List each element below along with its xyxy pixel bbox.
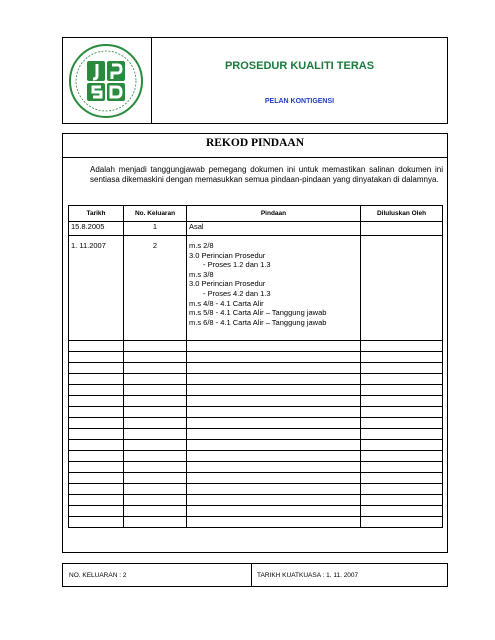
section-heading: REKOD PINDAAN — [205, 137, 305, 149]
empty-table-row — [69, 396, 443, 407]
empty-cell — [69, 385, 124, 396]
empty-cell — [69, 352, 124, 363]
empty-cell — [69, 517, 124, 528]
empty-table-row — [69, 341, 443, 352]
pindaan-line: - Proses 4.2 dan 1.3 — [203, 288, 271, 298]
empty-cell — [69, 473, 124, 484]
empty-cell — [361, 495, 443, 506]
empty-cell — [187, 484, 361, 495]
empty-cell — [124, 385, 187, 396]
empty-cell — [361, 407, 443, 418]
empty-cell — [124, 396, 187, 407]
empty-cell — [361, 385, 443, 396]
empty-cell — [361, 440, 443, 451]
cell-tarikh: 1. 11.2007 — [69, 236, 124, 341]
empty-cell — [187, 407, 361, 418]
empty-table-row — [69, 352, 443, 363]
amendment-record-section — [62, 133, 448, 553]
cell-pindaan: Asal — [187, 222, 361, 236]
cell-keluaran: 2 — [124, 236, 187, 341]
document-subtitle: PELAN KONTIGENSI — [264, 98, 335, 105]
empty-cell — [69, 462, 124, 473]
footer-effective-date: TARIKH KUATKUASA : 1. 11. 2007 — [257, 572, 359, 579]
pindaan-line: - Proses 1.2 dan 1.3 — [203, 260, 271, 270]
empty-cell — [187, 473, 361, 484]
document-title: PROSEDUR KUALITI TERAS — [224, 60, 375, 72]
empty-cell — [361, 517, 443, 528]
empty-cell — [69, 341, 124, 352]
empty-cell — [69, 484, 124, 495]
empty-cell — [361, 374, 443, 385]
empty-cell — [361, 484, 443, 495]
pindaan-line: m.s 2/8 — [189, 241, 214, 250]
empty-cell — [69, 451, 124, 462]
empty-table-row — [69, 495, 443, 506]
empty-table-row — [69, 473, 443, 484]
pindaan-line: m.s 3/8 — [189, 269, 214, 279]
empty-cell — [69, 396, 124, 407]
header-diluluskan-oleh: Diluluskan Oleh — [361, 206, 443, 222]
empty-cell — [187, 374, 361, 385]
cell-diluluskan — [361, 236, 443, 341]
empty-cell — [187, 341, 361, 352]
empty-cell — [187, 352, 361, 363]
empty-table-row — [69, 374, 443, 385]
footer-issue-number: NO. KELUARAN : 2 — [69, 572, 127, 579]
empty-cell — [124, 462, 187, 473]
empty-cell — [187, 418, 361, 429]
empty-cell — [187, 506, 361, 517]
empty-cell — [361, 418, 443, 429]
empty-cell — [69, 495, 124, 506]
empty-table-row — [69, 506, 443, 517]
jps-logo — [67, 42, 145, 120]
empty-cell — [69, 506, 124, 517]
pindaan-line: 3.0 Perincian Prosedur — [189, 250, 266, 260]
empty-cell — [187, 517, 361, 528]
empty-cell — [187, 440, 361, 451]
empty-table-row — [69, 462, 443, 473]
empty-cell — [124, 473, 187, 484]
empty-cell — [187, 429, 361, 440]
empty-table-row — [69, 363, 443, 374]
empty-cell — [69, 440, 124, 451]
empty-table-row — [69, 517, 443, 528]
cell-tarikh: 15.8.2005 — [69, 222, 124, 236]
intro-paragraph: Adalah menjadi tanggungjawab pemegang dokumen ini untuk memastikan salinan dokumen ini sentiasa dikemaskini dengan memasukkan semua pindaan-pindaan yang dinyatakan di dalamnya. — [90, 165, 443, 184]
empty-cell — [361, 506, 443, 517]
empty-cell — [187, 385, 361, 396]
empty-cell — [124, 517, 187, 528]
document-footer — [62, 563, 448, 587]
empty-table-row — [69, 429, 443, 440]
pindaan-line: 3.0 Perincian Prosedur — [189, 279, 266, 289]
empty-cell — [69, 418, 124, 429]
empty-cell — [124, 418, 187, 429]
cell-diluluskan — [361, 222, 443, 236]
empty-cell — [124, 352, 187, 363]
empty-cell — [124, 374, 187, 385]
empty-table-row — [69, 440, 443, 451]
document-header — [62, 37, 448, 124]
cell-pindaan — [187, 236, 361, 341]
empty-cell — [124, 407, 187, 418]
header-pindaan: Pindaan — [187, 206, 361, 222]
empty-cell — [361, 363, 443, 374]
pindaan-line: m.s 4/8 - 4.1 Carta Alir — [189, 298, 264, 308]
pindaan-line: m.s 5/8 - 4.1 Carta Alir – Tanggung jawab — [189, 308, 327, 318]
empty-table-row — [69, 407, 443, 418]
empty-cell — [124, 506, 187, 517]
empty-cell — [187, 396, 361, 407]
empty-table-row — [69, 451, 443, 462]
header-tarikh: Tarikh — [69, 206, 124, 222]
empty-cell — [69, 429, 124, 440]
cell-keluaran: 1 — [124, 222, 187, 236]
empty-cell — [124, 451, 187, 462]
amendment-table — [68, 205, 443, 528]
empty-cell — [124, 429, 187, 440]
empty-cell — [69, 374, 124, 385]
empty-table-row — [69, 484, 443, 495]
pindaan-line: m.s 6/8 - 4.1 Carta Alir – Tanggung jawab — [189, 317, 327, 327]
table-row — [69, 222, 443, 236]
empty-cell — [187, 462, 361, 473]
empty-cell — [69, 363, 124, 374]
empty-cell — [361, 462, 443, 473]
empty-cell — [361, 396, 443, 407]
table-row — [69, 236, 443, 341]
empty-cell — [124, 341, 187, 352]
empty-cell — [361, 341, 443, 352]
empty-cell — [361, 451, 443, 462]
table-header-row — [69, 206, 443, 222]
header-no-keluaran: No. Keluaran — [124, 206, 187, 222]
empty-cell — [187, 363, 361, 374]
empty-table-row — [69, 385, 443, 396]
empty-cell — [187, 495, 361, 506]
empty-cell — [124, 363, 187, 374]
empty-cell — [361, 473, 443, 484]
empty-cell — [124, 495, 187, 506]
empty-table-row — [69, 418, 443, 429]
empty-cell — [124, 440, 187, 451]
empty-cell — [361, 429, 443, 440]
empty-cell — [187, 451, 361, 462]
empty-cell — [124, 484, 187, 495]
empty-cell — [361, 352, 443, 363]
empty-cell — [69, 407, 124, 418]
